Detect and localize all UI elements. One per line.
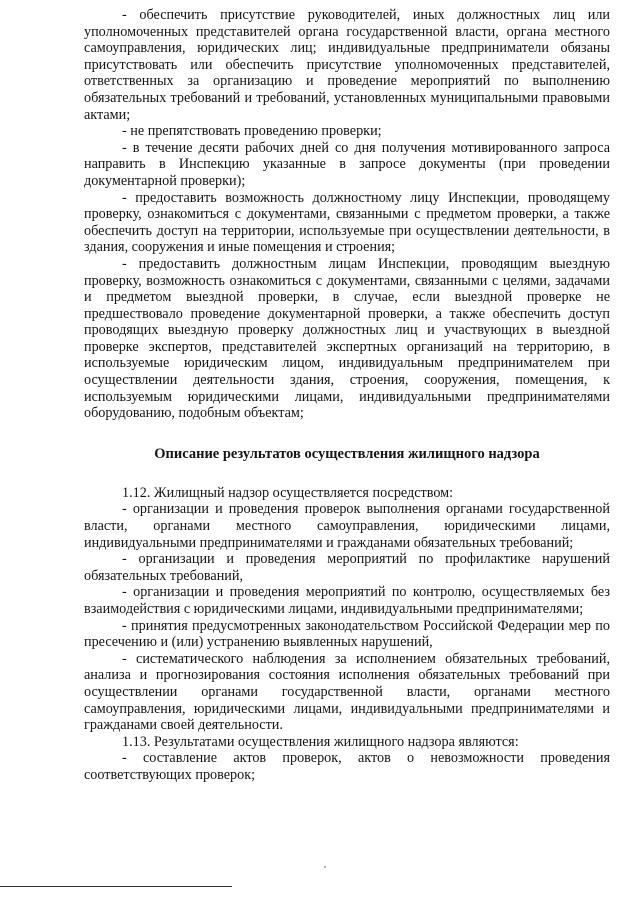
paragraph-organize-inspections: - организации и проведения проверок выполнения органами государственной власти, органами местного самоуправления, юридическими лицами, индивидуальными предпринимателями и гражданами обязательных требований; xyxy=(84,501,610,551)
scan-speck xyxy=(324,866,326,868)
footnote-separator-line xyxy=(0,886,232,887)
paragraph-suppression-measures: - принятия предусмотренных законодательством Российской Федерации мер по пресечению и (или) устранению выявленных нарушений, xyxy=(84,617,610,651)
paragraph-1-12-intro: 1.12. Жилищный надзор осуществляется посредством: xyxy=(122,484,454,501)
paragraph-control-without-interaction: - организации и проведения мероприятий по контролю, осуществляемых без взаимодействия с юридическими лицами, индивидуальными предпринимателями; xyxy=(84,584,610,617)
document-page xyxy=(84,0,610,784)
paragraph-ensure-presence: - обеспечить присутствие руководителей, иных должностных лиц или уполномоченных представителей органа государственной власти, органа местного самоуправления, юридических лиц; индивидуальные предприниматели обязаны присутствовать или обеспечить присутствие уполномоченных представителей, ответственных за организацию и проведение мероприятий по выполнению обязательных требований и требований, установленных муниципальными правовыми актами; xyxy=(84,7,610,123)
paragraph-inspection-acts: - составление актов проверок, актов о невозможности проведения соответствующих проверок; xyxy=(84,750,610,783)
paragraph-onsite-inspection-access: - предоставить должностным лицам Инспекции, проводящим выездную проверку, возможность ознакомиться с документами, связанными с целями, задачами и предметом выездной проверки, в случае, если выездной проверке не предшествовало проведение документарной проверки, а также обеспечить доступ проводящих выездную проверку должностных лиц и участвующих в выездной проверке экспертов, представителей экспертных организаций на территорию, в используемые юридическим лицом, индивидуальным предпринимателем при осуществлении деятельности здания, строения, сооружения, помещения, к используемым юридическими лицами, индивидуальными предпринимателями оборудованию, подобным объектам; xyxy=(84,255,610,422)
paragraph-1-13-intro: 1.13. Результатами осуществления жилищного надзора являются: xyxy=(122,733,519,750)
paragraph-systematic-monitoring: - систематического наблюдения за исполнением обязательных требований, анализа и прогнозирования состояния исполнения обязательных требований при осуществлении органами государственной власти, органами местного самоуправления, юридическими лицами, индивидуальными предпринимателями и гражданами своей деятельности. xyxy=(84,650,610,734)
paragraph-provide-access: - предоставить возможность должностному лицу Инспекции, проводящему проверку, ознакомиться с документами, связанными с предметом проверки, а также обеспечить доступ на территории, используемые при осуществлении деятельности, в здания, сооружения и иные помещения и строения; xyxy=(84,189,610,256)
paragraph-not-obstruct: - не препятствовать проведению проверки; xyxy=(122,123,382,140)
paragraph-prevention-measures: - организации и проведения мероприятий по профилактике нарушений обязательных требований, xyxy=(84,551,610,584)
section-heading: Описание результатов осуществления жилищного надзора xyxy=(154,445,540,462)
paragraph-submit-documents: - в течение десяти рабочих дней со дня получения мотивированного запроса направить в Инспекцию указанные в запросе документы (при проведении документарной проверки); xyxy=(84,139,610,189)
